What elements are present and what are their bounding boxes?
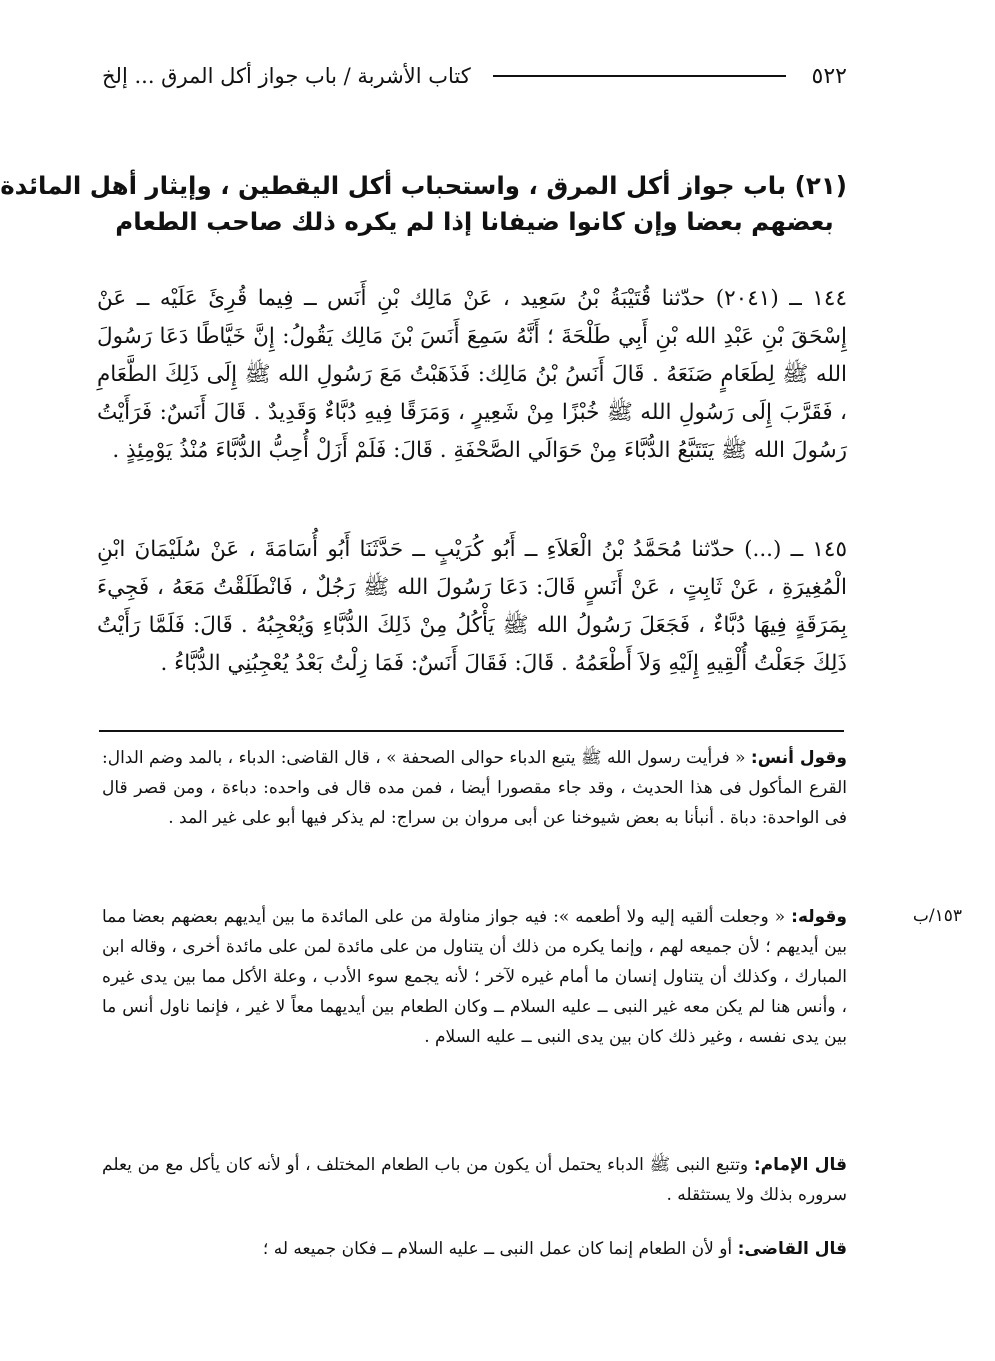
commentary-divider xyxy=(99,730,844,732)
hadith-text: ١٤٥ ــ (...) حدّثنا مُحَمَّدُ بْنُ الْعَلاَءِ ــ أَبُو كُرَيْبٍ ــ حَدَّثَنَا أَبُو أُسَامَةَ ، عَنْ سُلَيْمَانَ ابْنِ الْمُغِيرَةِ ، عَنْ ثَابِتٍ ، عَنْ أَنَسٍ قَالَ: دَعَا رَسُولَ الله ﷺ رَجُلٌ ، فَانْطَلَقْتُ مَعَهُ ، فَجِيءَ بِمَرَقَةٍ فِيهَا دُبَّاءٌ ، فَجَعَلَ رَسُولُ الله ﷺ يَأْكُلُ مِنْ ذَلِكَ الدُّبَّاءِ وَيُعْجِبُهُ . قَالَ: فَلَمَّا رَأَيْتُ ذَلِكَ جَعَلْتُ أُلْقِيهِ إِلَيْهِ وَلاَ أَطْعَمُهُ . قَالَ: فَقَالَ أَنَسٌ: فَمَا زِلْتُ بَعْدُ يُعْجِبُنِي الدُّبَّاءُ . xyxy=(97,537,847,676)
chapter-title-line-2: بعضهم بعضا وإن كانوا ضيفانا إذا لم يكره ذلك صاحب الطعام xyxy=(115,207,834,236)
chapter-title xyxy=(0,168,847,240)
commentary-paragraph-3 xyxy=(102,1150,847,1210)
commentary-paragraph-1 xyxy=(102,743,847,833)
commentary-paragraph-2 xyxy=(102,902,847,1052)
commentary-lead: قال القاضى: xyxy=(737,1239,847,1259)
hadith-text: ١٤٤ ــ (٢٠٤١) حدّثنا قُتَيْبَةُ بْنُ سَعِيد ، عَنْ مَالِك بْنِ أَنَس ــ فِيما قُرِئَ عَلَيْه ــ عَنْ إِسْحَقَ بْنِ عَبْدِ الله بْنِ أَبِي طَلْحَةَ ؛ أَنَّهُ سَمِعَ أَنَسَ بْنَ مَالِك يَقُولُ: إِنَّ خَيَّاطًا دَعَا رَسُولَ الله ﷺ لِطَعَامٍ صَنَعَهُ . قَالَ أَنَسُ بْنُ مَالِك: فَذَهَبْتُ مَعَ رَسُولِ الله ﷺ إِلَى ذَلِكَ الطَّعَامِ ، فَقَرَّبَ إِلَى رَسُولِ الله ﷺ خُبْزًا مِنْ شَعِيرٍ ، وَمَرَقًا فِيهِ دُبَّاءٌ وَقَدِيدٌ . قَالَ أَنَسٌ: فَرَأَيْتُ رَسُولَ الله ﷺ يَتَتَبَّعُ الدُّبَّاءَ مِنْ حَوَالَي الصَّحْفَةِ . قَالَ: فَلَمْ أَزَلْ أُحِبُّ الدُّبَّاءَ مُنْذُ يَوْمِئِذٍ . xyxy=(97,286,847,463)
margin-folio-note: ١٥٣/ب xyxy=(912,906,962,926)
commentary-lead: قال الإمام: xyxy=(753,1155,847,1175)
commentary-lead: وقوله: xyxy=(791,907,847,927)
commentary-text: وتتبع النبى ﷺ الدباء يحتمل أن يكون من باب الطعام المختلف ، أو لأنه كان يأكل مع من يعلم سروره بذلك ولا يستثقله . xyxy=(102,1155,847,1205)
commentary-text: « وجعلت ألقيه إليه ولا أطعمه »: فيه جواز مناولة من على المائدة ما بين أيديهم بعضهم بعضا مما بين أيديهم ؛ لأن جميعه لهم ، وإنما يكره من ذلك أن يتناول من على مائدة لمن على مائدة أخرى ، وقاله ابن المبارك ، وكذلك أن يتناول إنسان ما أمام غيره لآخر ؛ لأنه يجمع سوء الأدب ، وعلة الأكل مما بين يدى غيره ، وأنس هنا لم يكن معه غير النبى ــ عليه السلام ــ وكان الطعام بين أيديهما معاً لا غير ، فإنما ناول أنس ما بين يدى نفسه ، وغير ذلك كان بين يدى النبى ــ عليه السلام . xyxy=(102,907,847,1047)
chapter-title-line-1: (٢١) باب جواز أكل المرق ، واستحباب أكل اليقطين ، وإيثار أهل المائدة xyxy=(0,171,847,200)
commentary-text: أو لأن الطعام إنما كان عمل النبى ــ عليه السلام ــ فكان جميعه له ؛ xyxy=(262,1239,738,1259)
commentary-text: « فرأيت رسول الله ﷺ يتبع الدباء حوالى الصحفة » ، قال القاضى: الدباء ، بالمد وضم الدال: القرع المأكول فى هذا الحديث ، وقد جاء مقصورا أيضا ، فمن مده قال فى واحده: دباءة ، ومن قصر قال فى الواحدة: دباة . أنبأنا به بعض شيوخنا عن أبى مروان بن سراج: لم يذكر فيها أبو على غير المد . xyxy=(102,748,847,828)
commentary-lead: وقول أنس: xyxy=(750,748,847,768)
hadith-145 xyxy=(97,531,847,683)
header-rule xyxy=(493,75,786,77)
hadith-144 xyxy=(97,280,847,470)
running-title: كتاب الأشربة / باب جواز أكل المرق ... إلخ xyxy=(102,64,471,88)
running-header xyxy=(102,56,847,96)
page-number: ٥٢٢ xyxy=(811,63,847,89)
commentary-paragraph-4 xyxy=(102,1234,847,1264)
